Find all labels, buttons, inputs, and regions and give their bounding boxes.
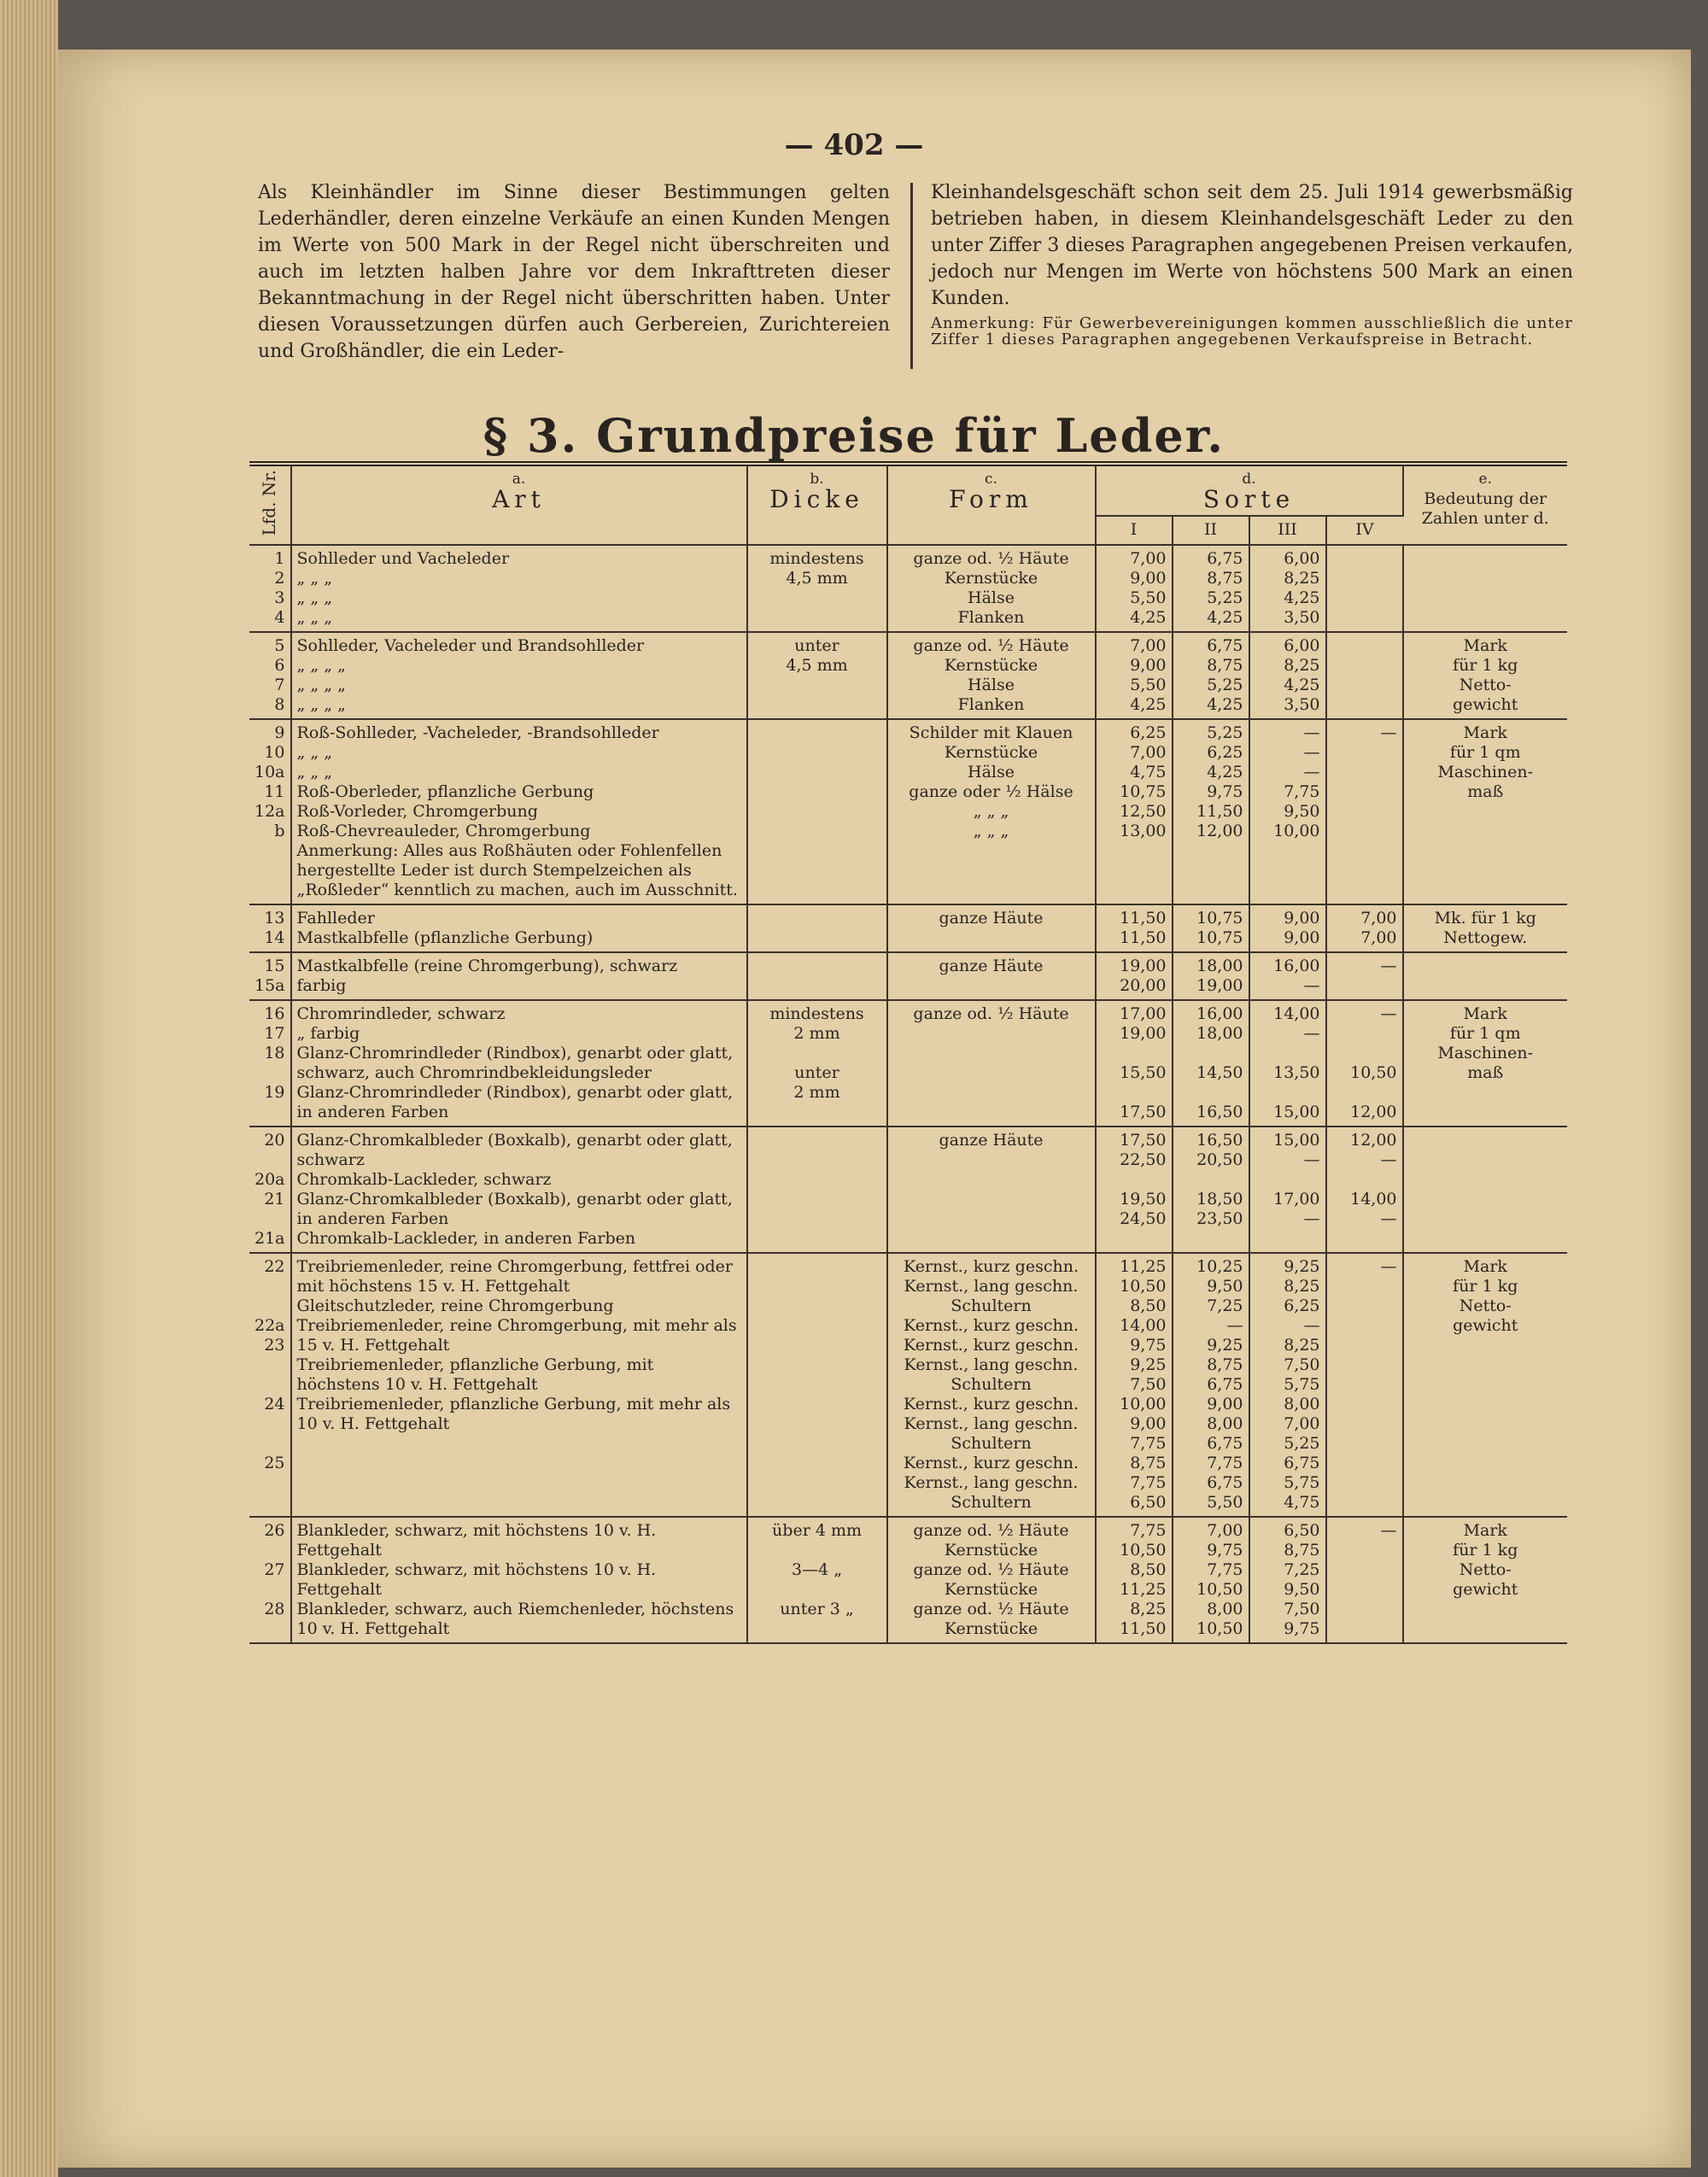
cell-dicke — [747, 1127, 887, 1253]
intro-right-text: Kleinhandelsgeschäft schon seit dem 25. Juli 1914 gewerbsmäßig betrieben haben, in diesem Kleinhandelsgeschäft Leder zu den unter Ziffer 3 dieses Paragraphen angegebenen Preisen verkaufen, jedoch nur Mengen im Werte von höchstens 500 Mark an einen Kunden. — [931, 182, 1573, 309]
cell-s3: 6,00 8,25 4,25 3,50 — [1249, 545, 1326, 632]
table-row — [249, 952, 1567, 1000]
intro-right-column — [931, 179, 1573, 348]
cell-form: ganze Häute — [887, 1127, 1096, 1253]
cell-s3: 16,00 — — [1249, 952, 1326, 1000]
cell-s2: 5,25 6,25 4,25 9,75 11,50 12,00 — [1173, 719, 1249, 904]
table-body — [249, 545, 1567, 1643]
section-heading: § 3. Grundpreise für Leder. — [483, 408, 1225, 463]
cell-art: Sohlleder und Vacheleder „ „ „ „ „ „ „ „ „ — [291, 545, 747, 632]
table-row — [249, 1517, 1567, 1643]
cell-s4: — 10,50 12,00 — [1326, 1000, 1403, 1127]
table-row — [249, 1000, 1567, 1127]
cell-dicke — [747, 719, 887, 904]
cell-s4: 12,00 — 14,00 — — [1326, 1127, 1403, 1253]
cell-s1: 11,50 11,50 — [1096, 904, 1173, 952]
cell-s3: 14,00 — 13,50 15,00 — [1249, 1000, 1326, 1127]
header-sorte: d. Sorte — [1096, 464, 1403, 516]
cell-art: Sohlleder, Vacheleder und Brandsohlleder „ „ „ „ „ „ „ „ „ „ „ „ — [291, 632, 747, 719]
cell-art: Treibriemenleder, reine Chromgerbung, fettfrei oder mit höchstens 15 v. H. Fettgehalt Gleitschutzleder, reine Chromgerbung Treibriemenleder, reine Chromgerbung, mit mehr als 15 v. H. Fettgehalt Treibriemenleder, pflanzliche Gerbung, mit höchstens 10 v. H. Fettgehalt Treibriemenleder, pflanzliche Gerbung, mit mehr als 10 v. H. Fettgehalt — [291, 1253, 747, 1517]
cell-bed: Mark für 1 kg Netto- gewicht — [1403, 1253, 1567, 1517]
cell-s4 — [1326, 632, 1403, 719]
intro-left-column: Als Kleinhändler im Sinne dieser Bestimmungen gelten Lederhändler, deren einzelne Verkäufe an einen Kunden Mengen im Werte von 500 Mark in der Regel nicht überschreiten und auch im letzten halben Jahre vor dem Inkrafttreten dieser Bekanntmachung in der Regel nicht überschritten haben. Unter diesen Voraussetzungen dürfen auch Gerbereien, Zurichtereien und Großhändler, die ein Leder- — [258, 182, 890, 362]
cell-nr: 15 15a — [249, 952, 291, 1000]
header-sorte-2: II — [1173, 516, 1249, 546]
table-row — [249, 545, 1567, 632]
cell-nr: 22 22a 23 24 25 — [249, 1253, 291, 1517]
table-row — [249, 904, 1567, 952]
header-dicke: b. Dicke — [747, 464, 887, 545]
cell-s4: — — [1326, 952, 1403, 1000]
cell-s3: 9,00 9,00 — [1249, 904, 1326, 952]
cell-dicke — [747, 1253, 887, 1517]
cell-s3: 15,00 — 17,00 — — [1249, 1127, 1326, 1253]
cell-s2: 10,75 10,75 — [1173, 904, 1249, 952]
cell-dicke — [747, 952, 887, 1000]
cell-s4: 7,00 7,00 — [1326, 904, 1403, 952]
column-divider — [910, 183, 913, 369]
cell-s2: 16,50 20,50 18,50 23,50 — [1173, 1127, 1249, 1253]
header-art: a. Art — [291, 464, 747, 545]
table-header-row — [249, 464, 1567, 516]
cell-s2: 6,75 8,75 5,25 4,25 — [1173, 545, 1249, 632]
book-edge — [0, 0, 58, 2177]
header-sorte-1: I — [1096, 516, 1173, 546]
cell-s4: — — [1326, 719, 1403, 904]
cell-nr: 20 20a 21 21a — [249, 1127, 291, 1253]
cell-form: ganze Häute — [887, 952, 1096, 1000]
cell-nr: 5 6 7 8 — [249, 632, 291, 719]
cell-form: ganze od. ½ Häute Kernstücke Hälse Flanken — [887, 545, 1096, 632]
cell-bed — [1403, 1127, 1567, 1253]
table-row — [249, 1127, 1567, 1253]
cell-bed: Mark für 1 kg Netto- gewicht — [1403, 1517, 1567, 1643]
cell-form: Kernst., kurz geschn. Kernst., lang geschn. Schultern Kernst., kurz geschn. Kernst., kurz geschn. Kernst., lang geschn. Schultern Kernst., kurz geschn. Kernst., lang geschn. Schultern Kernst., kurz geschn. Kernst., lang geschn. Schultern — [887, 1253, 1096, 1517]
cell-bed: Mark für 1 qm Maschinen- maß — [1403, 719, 1567, 904]
cell-dicke: unter 4,5 mm — [747, 632, 887, 719]
page-number: — 402 — — [784, 128, 924, 162]
cell-s1: 7,00 9,00 5,50 4,25 — [1096, 632, 1173, 719]
header-bedeutung: e. Bedeutung der Zahlen unter d. — [1403, 464, 1567, 545]
price-table — [249, 461, 1567, 1644]
cell-nr: 1 2 3 4 — [249, 545, 291, 632]
cell-s3: 6,50 8,75 7,25 9,50 7,50 9,75 — [1249, 1517, 1326, 1643]
cell-s3: 6,00 8,25 4,25 3,50 — [1249, 632, 1326, 719]
cell-art: Chromrindleder, schwarz „ farbig Glanz-Chromrindleder (Rindbox), genarbt oder glatt, schwarz, auch Chromrindbekleidungsleder Glanz-Chromrindleder (Rindbox), genarbt oder glatt, in anderen Farben — [291, 1000, 747, 1127]
cell-s1: 17,50 22,50 19,50 24,50 — [1096, 1127, 1173, 1253]
cell-dicke: mindestens 2 mm unter 2 mm — [747, 1000, 887, 1127]
cell-s3: — — — 7,75 9,50 10,00 — [1249, 719, 1326, 904]
cell-form: ganze Häute — [887, 904, 1096, 952]
cell-s1: 7,00 9,00 5,50 4,25 — [1096, 545, 1173, 632]
cell-form: Schilder mit Klauen Kernstücke Hälse ganze oder ½ Hälse „ „ „ „ „ „ — [887, 719, 1096, 904]
cell-form: ganze od. ½ Häute Kernstücke Hälse Flanken — [887, 632, 1096, 719]
header-nr: Lfd. Nr. — [249, 464, 291, 545]
cell-s3: 9,25 8,25 6,25 — 8,25 7,50 5,75 8,00 7,00 5,25 6,75 5,75 4,75 — [1249, 1253, 1326, 1517]
table-row — [249, 1253, 1567, 1517]
header-form: c. Form — [887, 464, 1096, 545]
cell-dicke: mindestens 4,5 mm — [747, 545, 887, 632]
cell-s1: 19,00 20,00 — [1096, 952, 1173, 1000]
cell-s4: — — [1326, 1517, 1403, 1643]
cell-form: ganze od. ½ Häute — [887, 1000, 1096, 1127]
cell-dicke: über 4 mm 3—4 „ unter 3 „ — [747, 1517, 887, 1643]
header-sorte-4: IV — [1326, 516, 1403, 546]
cell-s1: 17,00 19,00 15,50 17,50 — [1096, 1000, 1173, 1127]
cell-bed: Mk. für 1 kg Nettogew. — [1403, 904, 1567, 952]
cell-form: ganze od. ½ Häute Kernstücke ganze od. ½ Häute Kernstücke ganze od. ½ Häute Kernstücke — [887, 1517, 1096, 1643]
cell-bed: Mark für 1 kg Netto- gewicht — [1403, 632, 1567, 719]
cell-s1: 6,25 7,00 4,75 10,75 12,50 13,00 — [1096, 719, 1173, 904]
cell-art: Mastkalbfelle (reine Chromgerbung), schwarz farbig — [291, 952, 747, 1000]
cell-nr: 9 10 10a 11 12a b — [249, 719, 291, 904]
header-sorte-3: III — [1249, 516, 1326, 546]
table-row — [249, 719, 1567, 904]
cell-s2: 18,00 19,00 — [1173, 952, 1249, 1000]
cell-s1: 7,75 10,50 8,50 11,25 8,25 11,50 — [1096, 1517, 1173, 1643]
cell-bed: Mark für 1 qm Maschinen- maß — [1403, 1000, 1567, 1127]
table-row — [249, 632, 1567, 719]
cell-art: Roß-Sohlleder, -Vacheleder, -Brandsohlleder „ „ „ „ „ „ Roß-Oberleder, pflanzliche Gerbung Roß-Vorleder, Chromgerbung Roß-Chevreauleder, Chromgerbung Anmerkung: Alles aus Roßhäuten oder Fohlenfellen hergestellte Leder ist durch Stempelzeichen als „Roßleder“ kenntlich zu machen, auch im Ausschnitt. — [291, 719, 747, 904]
cell-s1: 11,25 10,50 8,50 14,00 9,75 9,25 7,50 10,00 9,00 7,75 8,75 7,75 6,50 — [1096, 1253, 1173, 1517]
cell-nr: 26 27 28 — [249, 1517, 291, 1643]
cell-s4: — — [1326, 1253, 1403, 1517]
cell-art: Glanz-Chromkalbleder (Boxkalb), genarbt oder glatt, schwarz Chromkalb-Lackleder, schwarz Glanz-Chromkalbleder (Boxkalb), genarbt oder glatt, in anderen Farben Chromkalb-Lackleder, in anderen Farben — [291, 1127, 747, 1253]
cell-s2: 6,75 8,75 5,25 4,25 — [1173, 632, 1249, 719]
cell-s2: 16,00 18,00 14,50 16,50 — [1173, 1000, 1249, 1127]
cell-s2: 7,00 9,75 7,75 10,50 8,00 10,50 — [1173, 1517, 1249, 1643]
cell-art: Blankleder, schwarz, mit höchstens 10 v. H. Fettgehalt Blankleder, schwarz, mit höchstens 10 v. H. Fettgehalt Blankleder, schwarz, auch Riemchenleder, höchstens 10 v. H. Fettgehalt — [291, 1517, 747, 1643]
cell-bed — [1403, 545, 1567, 632]
cell-s4 — [1326, 545, 1403, 632]
cell-s2: 10,25 9,50 7,25 — 9,25 8,75 6,75 9,00 8,00 6,75 7,75 6,75 5,50 — [1173, 1253, 1249, 1517]
intro-note: Anmerkung: Für Gewerbevereinigungen kommen ausschließlich die unter Ziffer 1 dieses Paragraphen angegebenen Verkaufspreise in Betracht. — [931, 314, 1573, 348]
cell-nr: 16 17 18 19 — [249, 1000, 291, 1127]
cell-art: Fahlleder Mastkalbfelle (pflanzliche Gerbung) — [291, 904, 747, 952]
cell-bed — [1403, 952, 1567, 1000]
cell-dicke — [747, 904, 887, 952]
cell-nr: 13 14 — [249, 904, 291, 952]
